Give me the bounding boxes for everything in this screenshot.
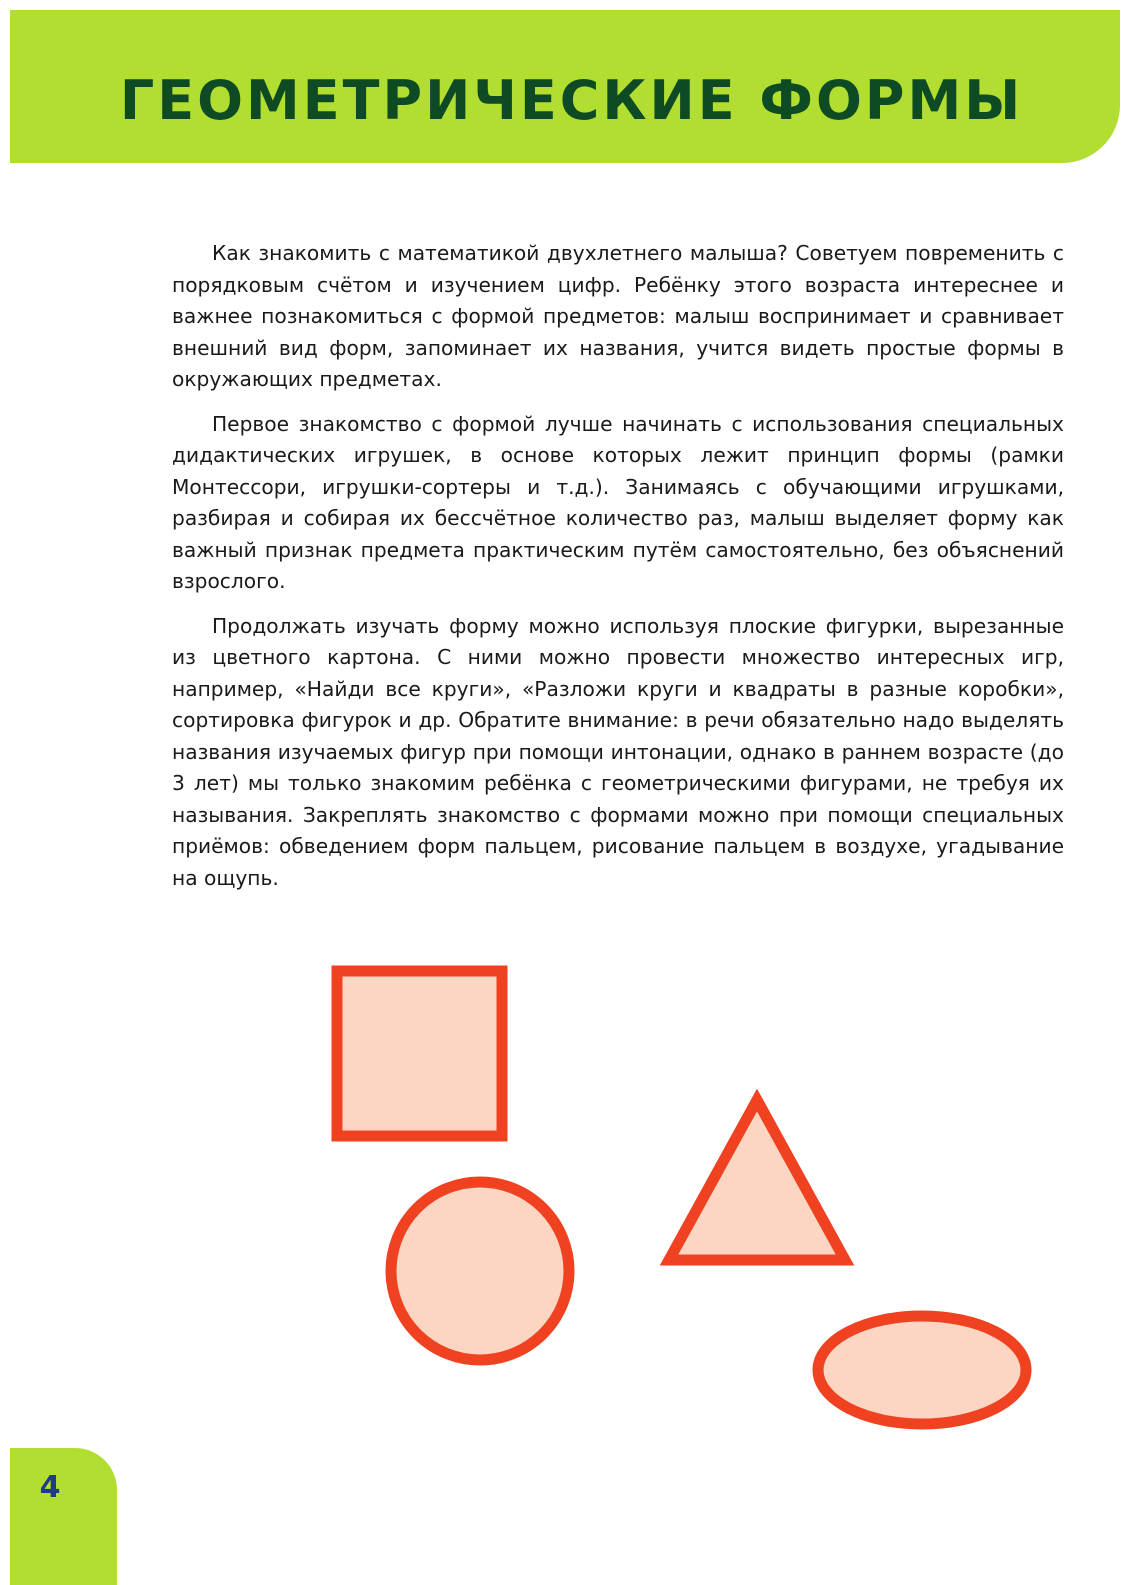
triangle-shape [669, 1100, 845, 1260]
ellipse-shape [818, 1316, 1026, 1424]
paragraph-1: Как знакомить с математикой двухлетнего малыша? Советуем повременить с порядковым счётом и изучением цифр. Ребёнку этого возраста интереснее и важнее познакомиться с формой предметов: малыш воспринимает и сравнивает внешний вид форм, запоминает их названия, учится видеть простые формы в окружающих предметах. [172, 241, 1064, 391]
circle-shape [391, 1182, 569, 1360]
page-number: 4 [39, 1470, 61, 1505]
paragraph-2: Первое знакомство с формой лучше начинать с использования специальных дидактических игрушек, в основе которых лежит принцип формы (рамки Монтессори, игрушки-сортеры и т.д.). Занимаясь с обучающими игрушками, разбирая и собирая их бессчётное количество раз, малыш выделяет форму как важный признак предмета практическим путём самостоятельно, без объяснений взрослого. [172, 411, 1064, 593]
square-shape [337, 971, 502, 1136]
page-number-tab [10, 1448, 117, 1585]
paragraph-3: Продолжать изучать форму можно используя плоские фигурки, вырезанные из цветного картона. С ними можно провести множество интересных игр, например, «Найди все круги», «Разложи круги и квадраты в разные коробки», сортировка фигурок и др. Обратите внимание: в речи обязательно надо выделять названия изучаемых фигур при помощи интонации, однако в раннем возрасте (до 3 лет) мы только знакомим ребёнка с геометрическими фигурами, не требуя их называния. Закреплять знакомство с формами можно при помощи специальных приёмов: обведением форм пальцем, рисование пальцем в воздухе, угадывание на ощупь. [172, 613, 1064, 890]
page-title: ГЕОМЕТРИЧЕСКИЕ ФОРМЫ [119, 69, 1024, 132]
